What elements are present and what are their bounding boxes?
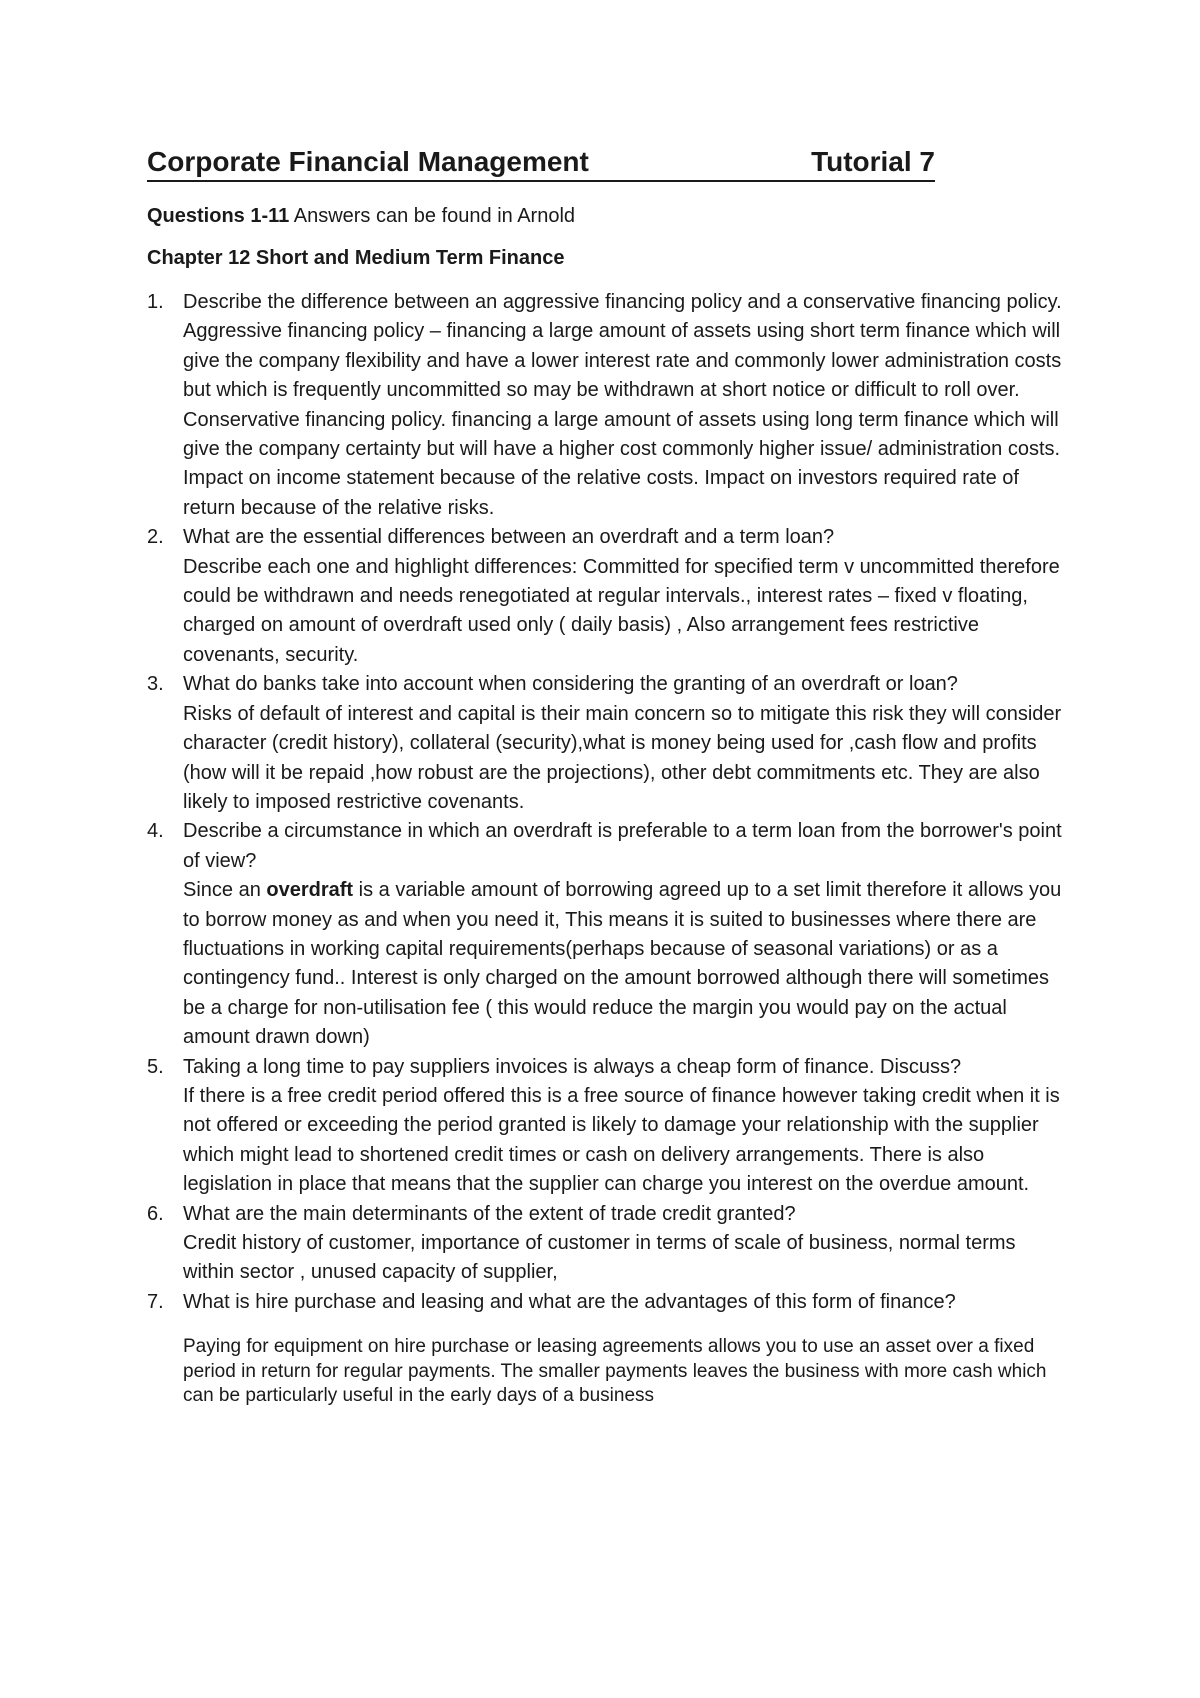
question-text: What are the essential differences between an overdraft and a term loan? [183, 526, 835, 549]
intro-line [147, 202, 1067, 230]
answer-text: Describe each one and highlight differences: Committed for specified term v uncommitted therefore could be withdrawn and needs renegotiated at regular intervals., interest rates – fixed v floating, charged on amount of overdraft used only ( daily basis) , Also arrangement fees restrictive covenants, security. [183, 555, 1060, 666]
list-item [147, 670, 1067, 817]
answer-text: Credit history of customer, importance of customer in terms of scale of business, normal terms within sector , unused capacity of supplier, [183, 1232, 1016, 1284]
answer-text: Paying for equipment on hire purchase or leasing agreements allows you to use an asset over a fixed period in return for regular payments. The smaller payments leaves the business with more cash which can be particularly useful in the early days of a business [183, 1336, 1047, 1407]
list-item [147, 288, 1067, 523]
answer-post: is a variable amount of borrowing agreed up to a set limit therefore it allows you to borrow money as and when you need it, This means it is suited to businesses where there are fluctuations in working capital requirements(perhaps because of seasonal variations) or as a contingency fund.. Interest is only charged on the amount borrowed although there will sometimes be a charge for non-utilisation fee ( this would reduce the margin you would pay on the actual amount drawn down) [183, 879, 1062, 1049]
document-title [147, 145, 935, 182]
answer-bold-term: overdraft [266, 879, 354, 902]
list-item [147, 817, 1067, 1052]
question-number: 1. [147, 291, 164, 313]
question-text: What are the main determinants of the extent of trade credit granted? [183, 1202, 796, 1225]
list-item [147, 1053, 1067, 1200]
intro-rest: Answers can be found in Arnold [289, 205, 576, 227]
question-list [147, 288, 1067, 1409]
chapter-heading: Chapter 12 Short and Medium Term Finance [147, 247, 565, 269]
list-item [147, 1200, 1067, 1288]
document-page [147, 145, 1067, 1409]
question-number: 2. [147, 526, 164, 549]
list-item [147, 1288, 1067, 1409]
question-number: 7. [147, 1290, 164, 1313]
question-number: 5. [147, 1055, 164, 1078]
question-text: What do banks take into account when considering the granting of an overdraft or loan? [183, 673, 958, 696]
answer-pre: Since an [183, 879, 267, 902]
intro-bold: Questions 1-11 [147, 205, 290, 227]
question-number: 6. [147, 1202, 164, 1225]
question-text: Describe a circumstance in which an overdraft is preferable to a term loan from the borrower's point of view? [183, 820, 1062, 872]
question-text: What is hire purchase and leasing and what are the advantages of this form of finance? [183, 1290, 956, 1313]
list-item [147, 523, 1067, 670]
question-text: Describe the difference between an aggressive financing policy and a conservative financing policy. [183, 291, 1062, 313]
course-title: Corporate Financial Management [147, 146, 589, 177]
tutorial-number: Tutorial 7 [811, 146, 935, 177]
answer-text: Risks of default of interest and capital is their main concern so to mitigate this risk they will consider character (credit history), collateral (security),what is money being used for ,cash flow and profits (how will it be repaid ,how robust are the projections), other debt commitments etc. They are also likely to imposed restrictive covenants. [183, 702, 1062, 813]
answer-text [183, 876, 1067, 1052]
question-number: 3. [147, 673, 164, 696]
question-number: 4. [147, 820, 164, 843]
answer-text: Aggressive financing policy – financing a large amount of assets using short term finance which will give the company flexibility and have a lower interest rate and commonly lower administration costs but which is frequently uncommitted so may be withdrawn at short notice or difficult to roll over. Conservative financing policy. financing a large amount of assets using long term finance which will give the company certainty but will have a higher cost commonly higher issue/ administration costs. Impact on income statement because of the relative costs. Impact on investors required rate of return because of the relative risks. [183, 320, 1062, 519]
question-text: Taking a long time to pay suppliers invoices is always a cheap form of finance. Discuss? [183, 1055, 962, 1078]
answer-text: If there is a free credit period offered this is a free source of finance however taking credit when it is not offered or exceeding the period granted is likely to damage your relationship with the supplier which might lead to shortened credit times or cash on delivery arrangements. There is also legislation in place that means that the supplier can charge you interest on the overdue amount. [183, 1084, 1060, 1196]
